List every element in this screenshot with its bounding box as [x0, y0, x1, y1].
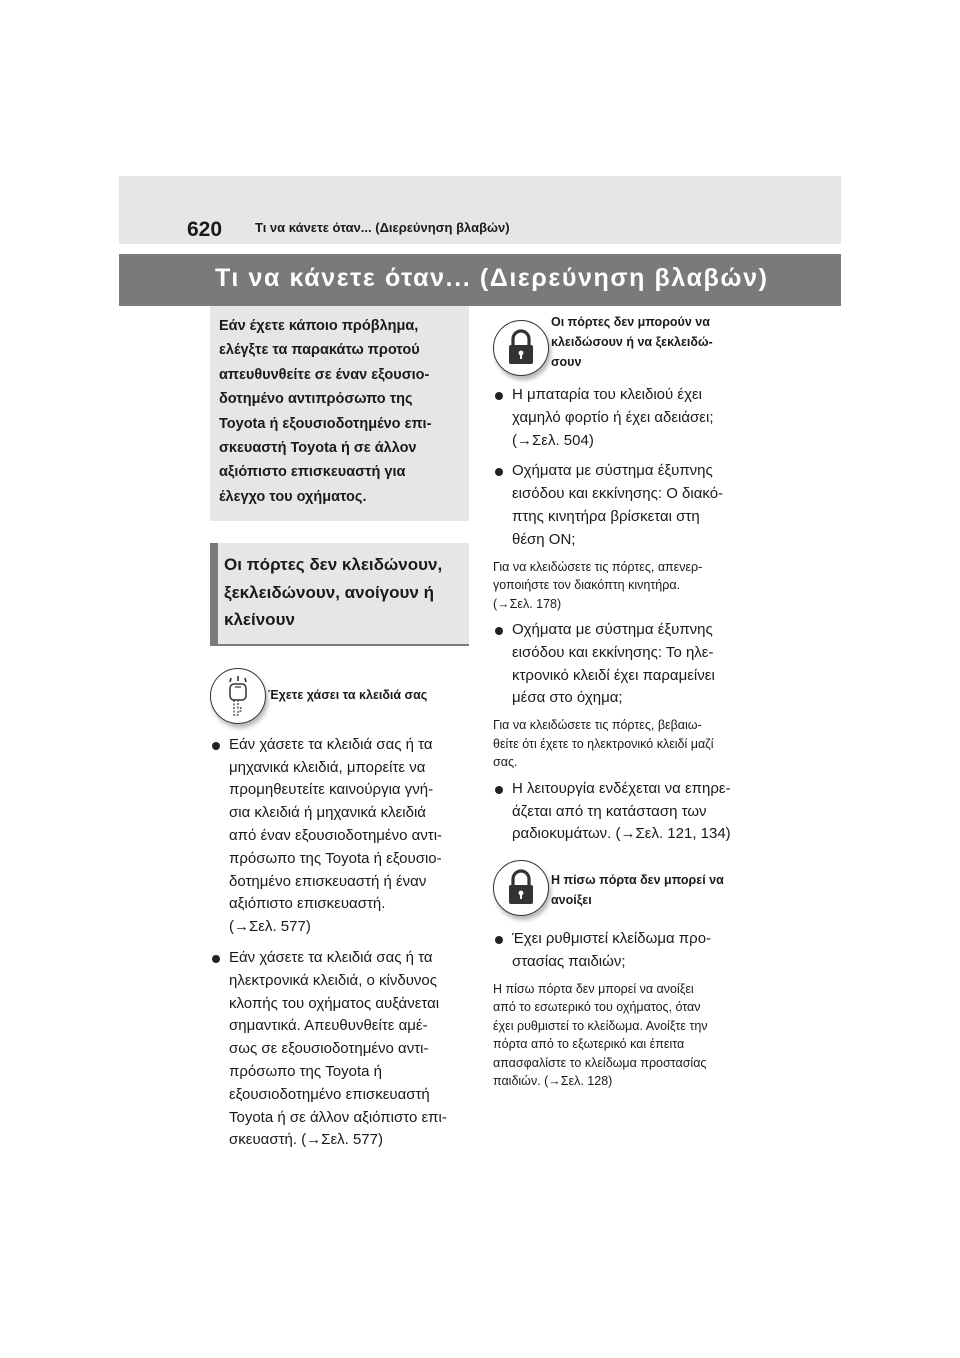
- text-line: κτρονικό κλειδί έχει παραμείνει: [512, 666, 715, 684]
- text-line: Οχήματα με σύστημα έξυπνης: [512, 462, 713, 480]
- text-line: άζεται από τη κατάσταση των: [512, 802, 707, 820]
- list-item: [493, 928, 755, 974]
- page-reference: (→Σελ. 178): [493, 596, 562, 611]
- intro-box: [210, 306, 469, 521]
- text-line: σκευαστή. (→Σελ. 577): [229, 1131, 383, 1149]
- lost-keys-title: Έχετε χάσει τα κλειδιά σας: [268, 687, 428, 702]
- list-item: [210, 734, 469, 939]
- text-line: προμηθευτείτε καινούργια γνή-: [229, 781, 434, 799]
- key-icon: [210, 668, 266, 724]
- text-line: σουν: [551, 355, 582, 369]
- note: [493, 716, 755, 772]
- running-title: Τι να κάνετε όταν... (Διερεύνηση βλαβών): [255, 220, 510, 235]
- lost-keys-heading: [210, 668, 469, 730]
- rear-door-title: [551, 870, 724, 910]
- text-line: από έναν εξουσιοδοτημένο αντι-: [229, 826, 443, 844]
- bullet-dot: [495, 468, 503, 476]
- text-line: δοτημένο επισκευαστή ή έναν: [229, 872, 427, 890]
- text-line: από το εσωτερικό του οχήματος, όταν: [493, 1000, 701, 1015]
- page-reference: παιδιών. (→Σελ. 128): [493, 1074, 613, 1089]
- section-heading-line: κλείνουν: [224, 610, 295, 630]
- intro-line: Εάν έχετε κάποιο πρόβλημα,: [219, 318, 419, 334]
- intro-line: απευθυνθείτε σε έναν εξουσιο-: [219, 366, 430, 383]
- text-line: εισόδου και εκκίνησης: Το ηλε-: [512, 643, 714, 661]
- text-line: πτης κινητήρα βρίσκεται στη: [512, 507, 700, 525]
- note: [493, 558, 755, 614]
- text-line: εισόδου και εκκίνησης: Ο διακό-: [512, 485, 724, 503]
- text-line: μέσα στο όχημα;: [512, 689, 623, 707]
- text-line: πόρτα από το εξωτερικό και έπειτα: [493, 1037, 685, 1052]
- text-line: γοποιήστε τον διακόπτη κινητήρα.: [493, 578, 681, 593]
- page-number: 620: [187, 218, 223, 241]
- text-line: Η λειτουργία ενδέχεται να επηρε-: [512, 779, 731, 797]
- section-heading-line: Οι πόρτες δεν κλειδώνουν,: [224, 555, 443, 575]
- text-line: Για να κλειδώσετε τις πόρτες, απενερ-: [493, 559, 703, 574]
- text-line: ανοίξει: [551, 893, 592, 908]
- right-column: [493, 306, 755, 1091]
- text-line: Η μπαταρία του κλειδιού έχει: [512, 386, 702, 403]
- page-reference: (→Σελ. 577): [229, 918, 311, 936]
- text-line: Οι πόρτες δεν μπορούν να: [551, 315, 710, 329]
- text-line: σημαντικά. Απευθυνθείτε αμέ-: [229, 1017, 428, 1035]
- intro-line: σκευαστή Toyota ή σε άλλον: [219, 440, 417, 457]
- text-line: Για να κλειδώσετε τις πόρτες, βεβαιω-: [493, 718, 702, 733]
- padlock-icon: [493, 320, 549, 376]
- chapter-title: Τι να κάνετε όταν... (Διερεύνηση βλαβών): [215, 264, 769, 292]
- note: [493, 980, 755, 1091]
- bullet-dot: [495, 936, 503, 944]
- text-line: στασίας παιδιών;: [512, 952, 626, 970]
- text-line: εξουσιοδοτημένο επισκευαστή: [229, 1085, 430, 1103]
- text-line: χαμηλό φορτίο ή έχει αδειάσει;: [512, 408, 714, 426]
- text-line: σας.: [493, 755, 518, 770]
- text-line: αξιόπιστο επισκευαστή.: [229, 895, 386, 913]
- bullet-dot: [212, 742, 220, 750]
- intro-line: ελέγξτε τα παρακάτω προτού: [219, 342, 420, 359]
- text-line: Έχει ρυθμιστεί κλείδωμα προ-: [512, 930, 712, 948]
- text-line: Η πίσω πόρτα δεν μπορεί να ανοίξει: [493, 981, 694, 996]
- intro-line: δοτημένο αντιπρόσωπο της: [219, 391, 413, 408]
- text-line: Οχήματα με σύστημα έξυπνης: [512, 621, 713, 639]
- intro-line: έλεγχο του οχήματος.: [219, 488, 367, 505]
- text-line: πρόσωπο της Toyota ή εξουσιο-: [229, 849, 442, 867]
- list-item: [493, 619, 755, 710]
- text-line: κλοπής του οχήματος αυξάνεται: [229, 994, 440, 1012]
- lock-title: [551, 312, 713, 372]
- rear-door-heading: [493, 860, 755, 920]
- list-item: [493, 384, 755, 452]
- bullet-dot: [495, 627, 503, 635]
- text-line: μηχανικά κλειδιά, μπορείτε να: [229, 758, 426, 776]
- text-line: ηλεκτρονικά κλειδιά, ο κίνδυνος: [229, 971, 437, 989]
- lock-heading: [493, 312, 755, 378]
- intro-line: αξιόπιστο επισκευαστή για: [219, 464, 406, 481]
- list-item: [210, 947, 469, 1152]
- text-line: θείτε ότι έχετε το ηλεκτρονικό κλειδί μαζί: [493, 736, 714, 751]
- bullet-dot: [212, 955, 220, 963]
- page-reference: (→Σελ. 504): [512, 431, 594, 449]
- text-line: Η πίσω πόρτα δεν μπορεί να: [551, 873, 724, 888]
- text-line: ραδιοκυμάτων. (→Σελ. 121, 134): [512, 825, 731, 843]
- text-line: έχει ρυθμιστεί το κλείδωμα. Ανοίξτε την: [493, 1018, 708, 1033]
- section-heading-line: ξεκλειδώνουν, ανοίγουν ή: [224, 582, 434, 602]
- text-line: θέση ON;: [512, 530, 576, 548]
- list-item: [493, 460, 755, 551]
- text-line: Εάν χάσετε τα κλειδιά σας ή τα: [229, 735, 433, 753]
- text-line: απασφαλίστε το κλείδωμα προστασίας: [493, 1055, 707, 1070]
- left-column: [210, 306, 469, 1152]
- text-line: κλειδώσουν ή να ξεκλειδώ-: [551, 335, 713, 349]
- text-line: σως σε εξουσιοδοτημένο αντι-: [229, 1040, 429, 1058]
- bullet-dot: [495, 786, 503, 794]
- section-heading: [210, 543, 469, 646]
- intro-line: Toyota ή εξουσιοδοτημένο επι-: [219, 415, 432, 432]
- text-line: Εάν χάσετε τα κλειδιά σας ή τα: [229, 948, 433, 966]
- text-line: σια κλειδιά ή μηχανικά κλειδιά: [229, 804, 426, 822]
- padlock-icon: [493, 860, 549, 916]
- text-line: πρόσωπο της Toyota ή: [229, 1062, 382, 1080]
- bullet-dot: [495, 392, 503, 400]
- chapter-band: [119, 254, 841, 306]
- text-line: Toyota ή σε άλλον αξιόπιστο επι-: [229, 1108, 447, 1126]
- list-item: [493, 778, 755, 846]
- page-header: [119, 176, 841, 244]
